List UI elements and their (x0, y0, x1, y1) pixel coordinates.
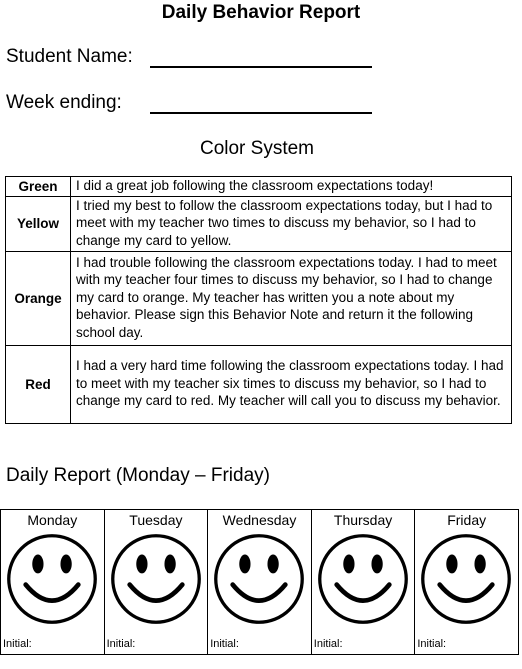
initial-label: Initial: (210, 638, 239, 650)
color-description: I had a very hard time following the classroom expectations today. I had to meet with my teacher six times to discuss my behavior, so I had to change my card to red. My teacher will call you to discuss my behavior. (71, 345, 512, 423)
day-name: Friday (447, 512, 487, 528)
smiley-face-icon (5, 532, 99, 626)
week-ending-label: Week ending: (6, 92, 122, 113)
day-box-wednesday (208, 509, 312, 655)
day-name: Monday (27, 512, 78, 528)
initial-label: Initial: (417, 638, 447, 650)
color-name: Yellow (6, 196, 71, 251)
initial-label: Initial: (106, 638, 136, 650)
color-row-orange (6, 251, 512, 345)
smiley-face-icon (316, 532, 410, 626)
color-description: I had trouble following the classroom expectations today. I had to meet with my teacher four times to discuss my behavior, so I had to change my card to orange. My teacher has written you a note about my behavior. Please sign this Behavior Note and return it the following school day. (71, 251, 512, 345)
day-name: Wednesday (222, 512, 297, 528)
day-box-tuesday (105, 509, 209, 655)
color-row-yellow (6, 196, 512, 251)
day-name: Thursday (333, 512, 393, 528)
color-name: Orange (6, 251, 71, 345)
color-system-title: Color System (199, 138, 315, 159)
smiley-face-icon (212, 532, 306, 626)
daily-report-title: Daily Report (Monday – Friday) (6, 465, 270, 486)
week-ending-blank (150, 112, 372, 114)
color-row-green (6, 177, 512, 197)
smiley-face-icon (109, 532, 203, 626)
color-system-table (5, 176, 512, 424)
day-box-monday (1, 509, 105, 655)
student-name-blank (150, 66, 372, 68)
day-box-thursday (312, 509, 416, 655)
color-row-red (6, 345, 512, 423)
initial-label: Initial: (3, 638, 32, 650)
color-name: Green (6, 177, 71, 197)
smiley-face-icon (419, 532, 513, 626)
daily-report-grid (0, 509, 519, 655)
day-name: Tuesday (129, 512, 183, 528)
initial-label: Initial: (313, 638, 343, 650)
color-description: I did a great job following the classroom expectations today! (71, 177, 512, 197)
color-name: Red (6, 345, 71, 423)
day-box-friday (415, 509, 519, 655)
color-description: I tried my best to follow the classroom expectations today, but I had to meet with my teacher two times to discuss my behavior, so I had to change my card to yellow. (71, 196, 512, 251)
page-title: Daily Behavior Report (161, 2, 361, 23)
student-name-label: Student Name: (6, 46, 133, 67)
